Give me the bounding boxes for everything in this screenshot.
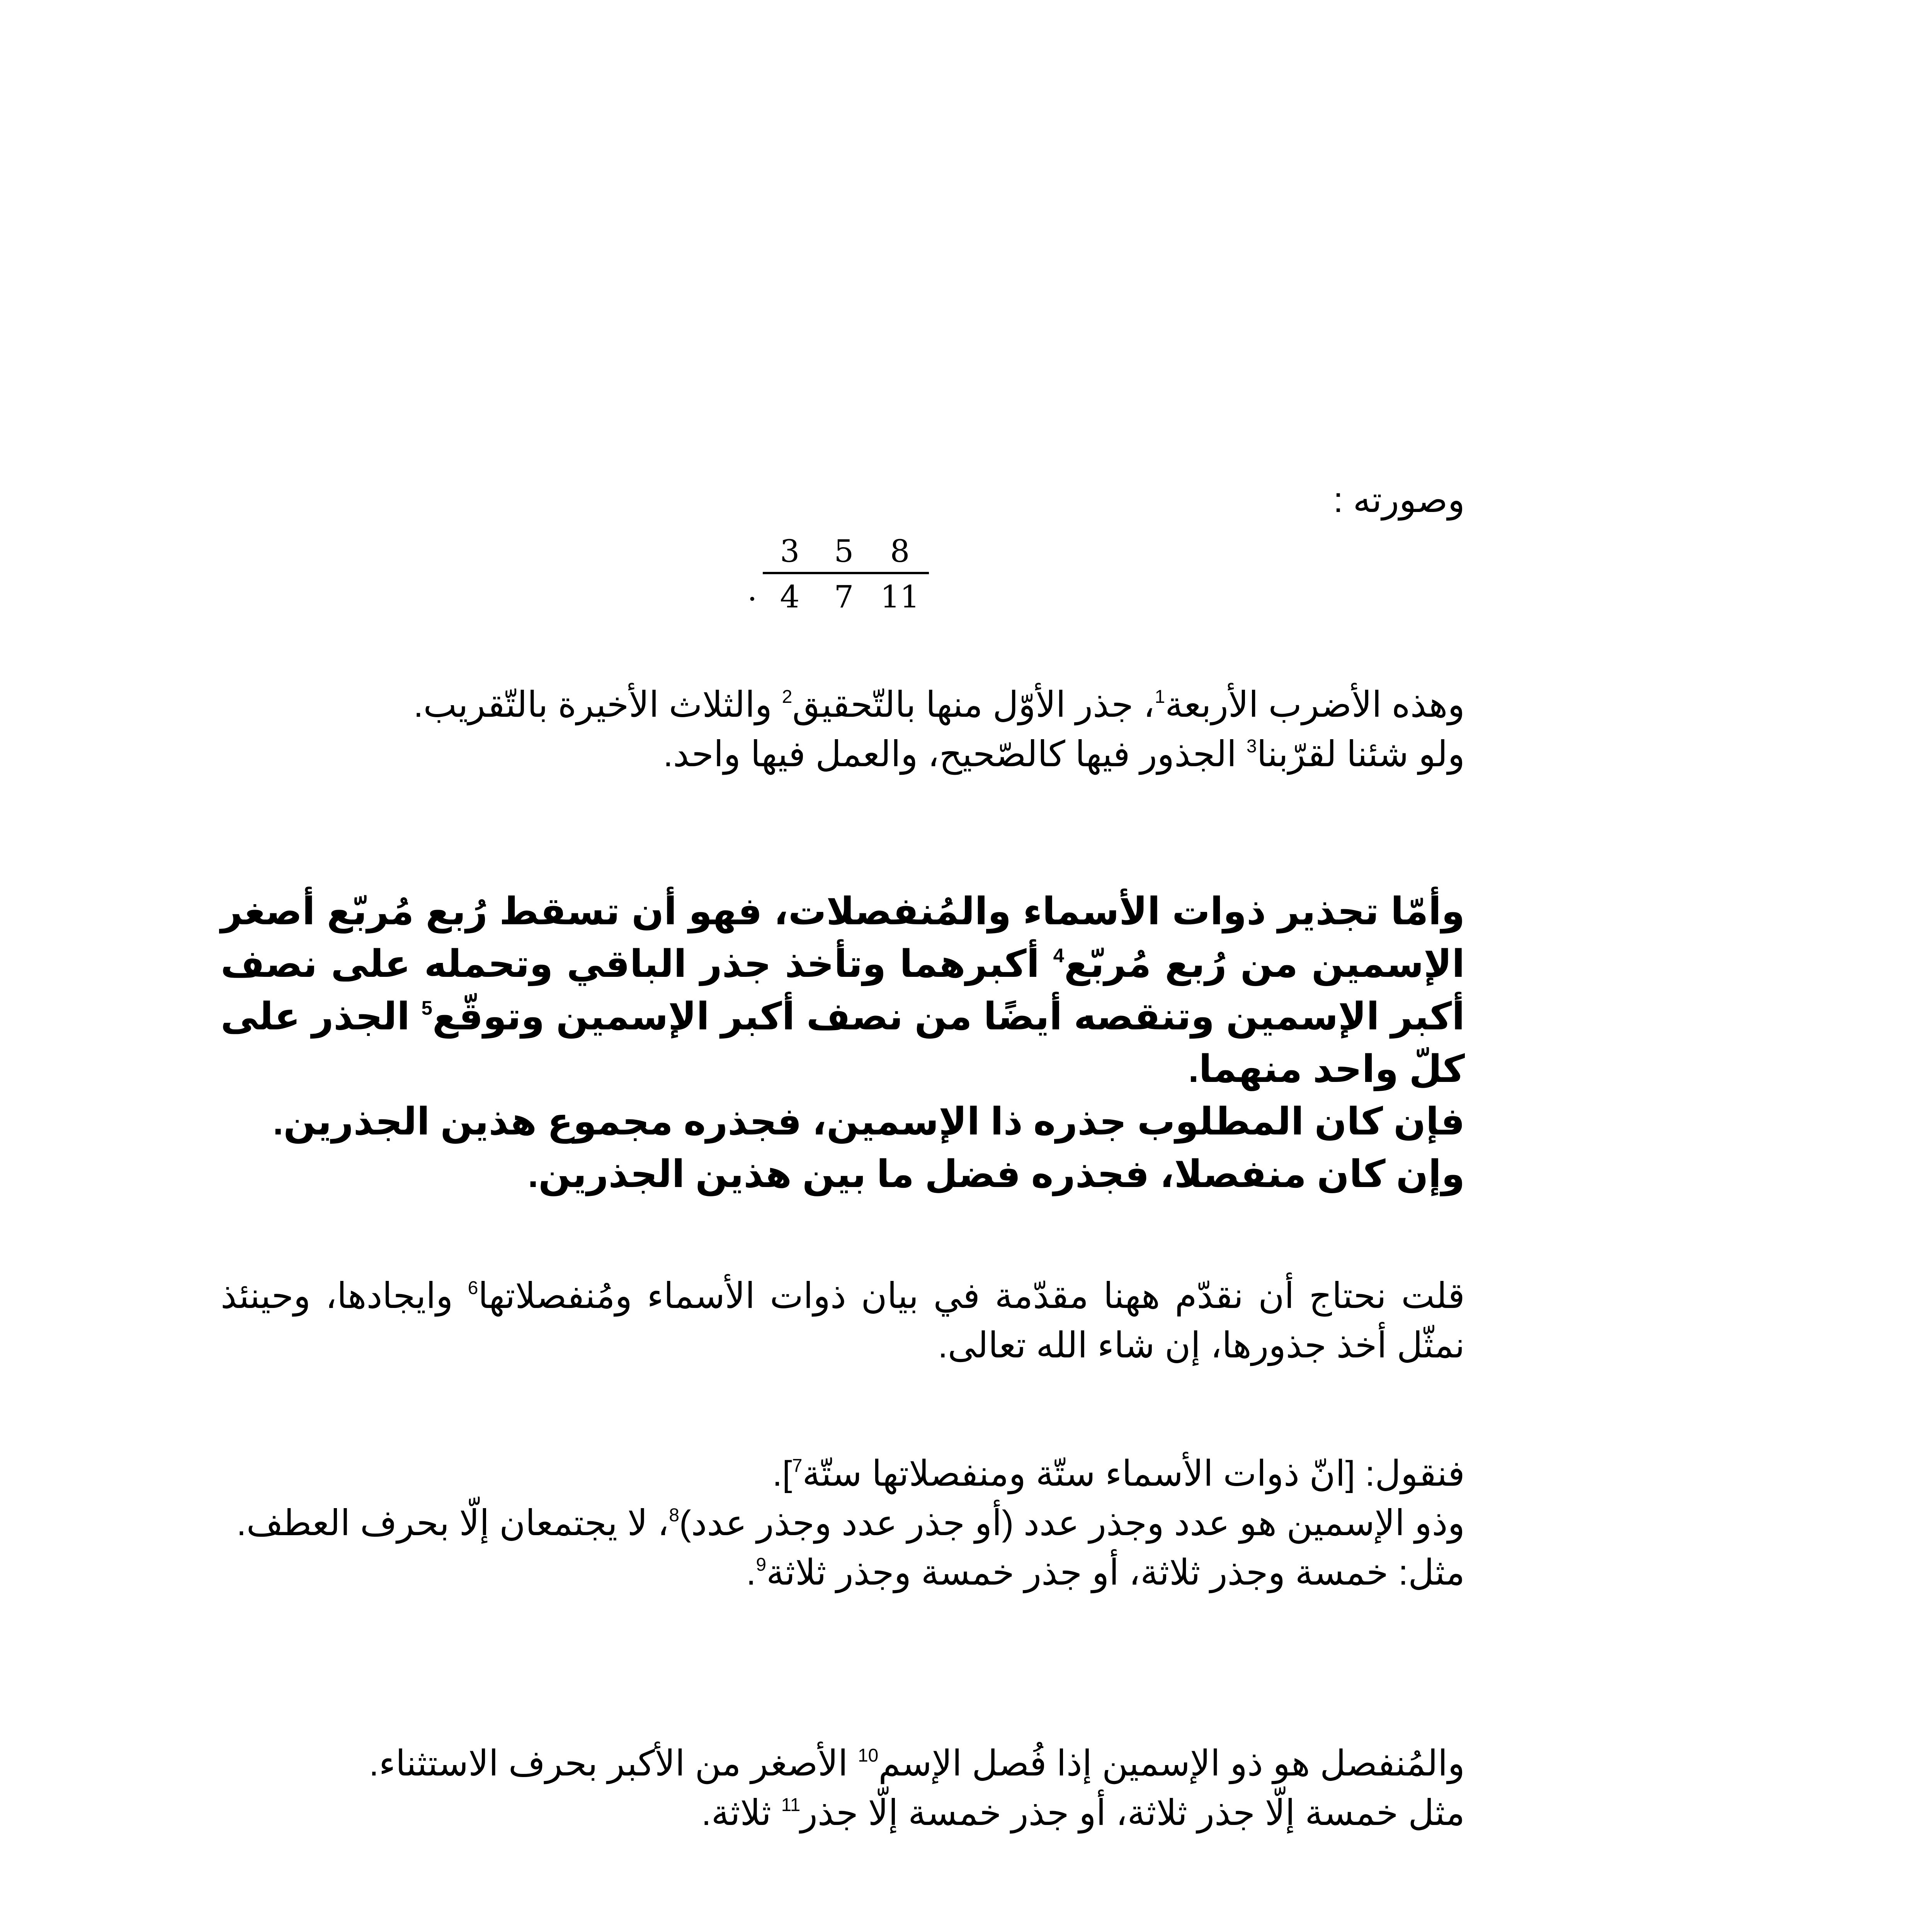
- numerator: 8: [890, 533, 910, 569]
- paragraph-1-line-1: وهذه الأضرب الأربعة$^1$، جذر الأوّل منها بالتّحقيق$^2$ والثلاث الأخيرة بالتّقريب.: [413, 685, 1465, 724]
- numerator: 3: [780, 533, 800, 569]
- footnote-ref: 11: [781, 1795, 801, 1816]
- paragraph-2-line-3: وإن كان منفصلا، فجذره فضل ما بين هذين الجذرين.: [528, 1153, 1465, 1195]
- trailing-period: .: [747, 572, 757, 608]
- paragraph-3: [221, 1271, 1465, 1370]
- footnote-ref: 3: [1246, 736, 1257, 757]
- paragraph-2: [221, 885, 1465, 1200]
- footnote-ref: 9: [756, 1554, 767, 1575]
- denominator-row: [763, 579, 929, 615]
- footnote-ref: 2: [782, 687, 793, 707]
- caption: وصورته :: [1333, 480, 1465, 520]
- fractions-figure: [747, 533, 940, 634]
- caption-block: [221, 475, 1465, 525]
- denominator: 4: [780, 579, 800, 615]
- footnote-ref: 10: [858, 1745, 879, 1766]
- paragraph-4: [221, 1449, 1465, 1597]
- paragraph-4-line-2: وذو الإسمين هو عدد وجذر عدد (أو جذر عدد وجذر عدد)$^8$، لا يجتمعان إلّا بحرف العطف.: [236, 1503, 1465, 1543]
- paragraph-5-line-2: مثل خمسة إلّا جذر ثلاثة، أو جذر خمسة إلّا جذر$^{11}$ ثلاثة.: [701, 1793, 1465, 1833]
- numerator-row: [763, 533, 929, 569]
- fraction-bar: [763, 572, 929, 574]
- paragraph-5-line-1: والمُنفصل هو ذو الإسمين إذا فُصل الإسم$^{10}$ الأصغر من الأكبر بحرف الاستثناء.: [369, 1744, 1465, 1783]
- paragraph-4-line-1: فنقول: [انّ ذوات الأسماء ستّة ومنفصلاتها ستّة$^7$].: [772, 1454, 1465, 1493]
- denominator: 7: [834, 579, 854, 615]
- paragraph-4-line-3: مثل: خمسة وجذر ثلاثة، أو جذر خمسة وجذر ثلاثة$^9$.: [746, 1553, 1465, 1592]
- paragraph-3-text: قلت نحتاج أن نقدّم ههنا مقدّمة في بيان ذوات الأسماء ومُنفصلاتها$^6$ وايجادها، وحينئذ نمثّل أخذ جذورها، إن شاء الله تعالى.: [221, 1276, 1465, 1365]
- denominator: 11: [880, 579, 920, 615]
- footnote-ref: 6: [468, 1278, 478, 1299]
- paragraph-1-line-2: ولو شئنا لقرّبنا$^3$ الجذور فيها كالصّحيح، والعمل فيها واحد.: [663, 735, 1465, 774]
- footnote-ref: 1: [1155, 687, 1165, 707]
- paragraph-1: [221, 680, 1465, 779]
- footnote-ref: 4: [1053, 944, 1064, 966]
- footnote-ref: 5: [421, 997, 432, 1019]
- paragraph-5: [221, 1739, 1465, 1838]
- paragraph-2-main: وأمّا تجذير ذوات الأسماء والمُنفصلات، فهو أن تسقط رُبع مُربّع أصغر الإسمين من رُبع مُربّع$^4$ أكبرهما وتأخذ جذر الباقي وتحمله على نصف أكبر الإسمين وتنقصه أيضًا من نصف أكبر الإسمين وتوقّع$^5$ الجذر على كلّ واحد منهما.: [221, 890, 1465, 1090]
- paragraph-2-line-2: فإن كان المطلوب جذره ذا الإسمين، فجذره مجموع هذين الجذرين.: [273, 1100, 1465, 1143]
- footnote-ref: 7: [792, 1456, 803, 1476]
- numerator: 5: [834, 533, 854, 569]
- footnote-ref: 8: [669, 1505, 679, 1526]
